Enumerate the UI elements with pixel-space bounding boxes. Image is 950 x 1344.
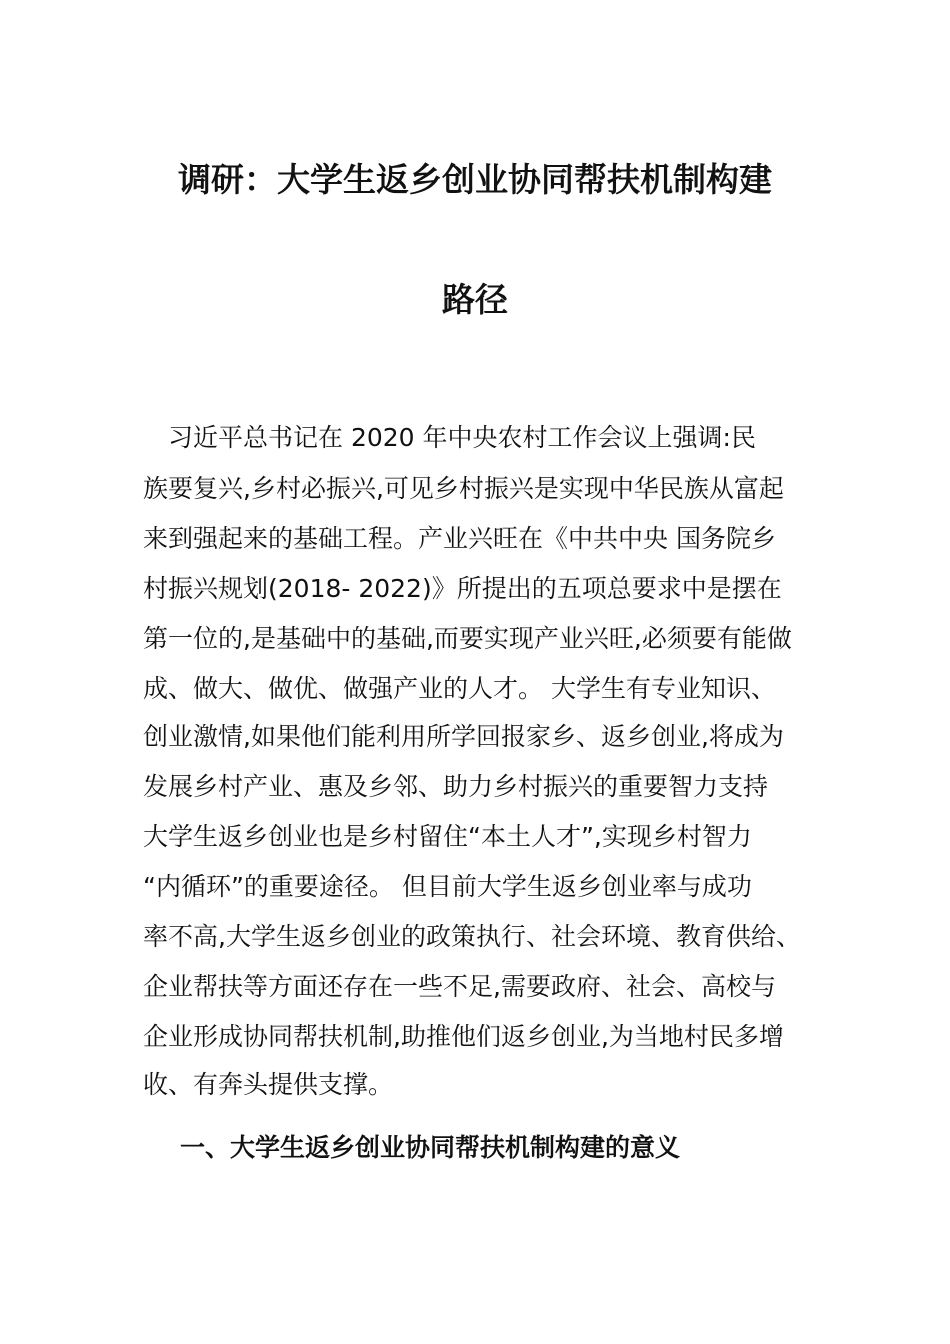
- body-text-line: 创业激情,如果他们能利用所学回报家乡、返乡创业,将成为: [143, 722, 784, 751]
- body-text-line: 企业帮扶等方面还存在一些不足,需要政府、社会、高校与: [143, 972, 776, 1001]
- document-title-line-2: 路径: [442, 280, 508, 319]
- body-text-line: 发展乡村产业、惠及乡邻、助力乡村振兴的重要智力支持: [143, 772, 769, 801]
- body-text-line: 来到强起来的基础工程。产业兴旺在《中共中央 国务院乡: [143, 524, 776, 553]
- body-text-line: 第一位的,是基础中的基础,而要实现产业兴旺,必须要有能做: [143, 624, 792, 653]
- body-text-line: 成、做大、做优、做强产业的人才。 大学生有专业知识、: [143, 674, 776, 703]
- body-text-line: 习近平总书记在 2020 年中央农村工作会议上强调:民: [143, 423, 756, 452]
- body-text-line: 率不高,大学生返乡创业的政策执行、社会环境、教育供给、: [143, 922, 801, 951]
- body-text-line: 企业形成协同帮扶机制,助推他们返乡创业,为当地村民多增: [143, 1022, 784, 1051]
- section-heading: 一、大学生返乡创业协同帮扶机制构建的意义: [180, 1133, 681, 1162]
- body-text-line: 大学生返乡创业也是乡村留住“本土人才”,实现乡村智力: [143, 822, 752, 851]
- body-text-line: 收、有奔头提供支撑。: [143, 1070, 394, 1099]
- body-text-line: 族要复兴,乡村必振兴,可见乡村振兴是实现中华民族从富起: [143, 474, 784, 503]
- body-text-line: “内循环”的重要途径。 但目前大学生返乡创业率与成功: [143, 872, 752, 901]
- document-title-line-1: 调研：大学生返乡创业协同帮扶机制构建: [178, 160, 772, 199]
- body-text-line: 村振兴规划(2018- 2022)》所提出的五项总要求中是摆在: [143, 574, 782, 603]
